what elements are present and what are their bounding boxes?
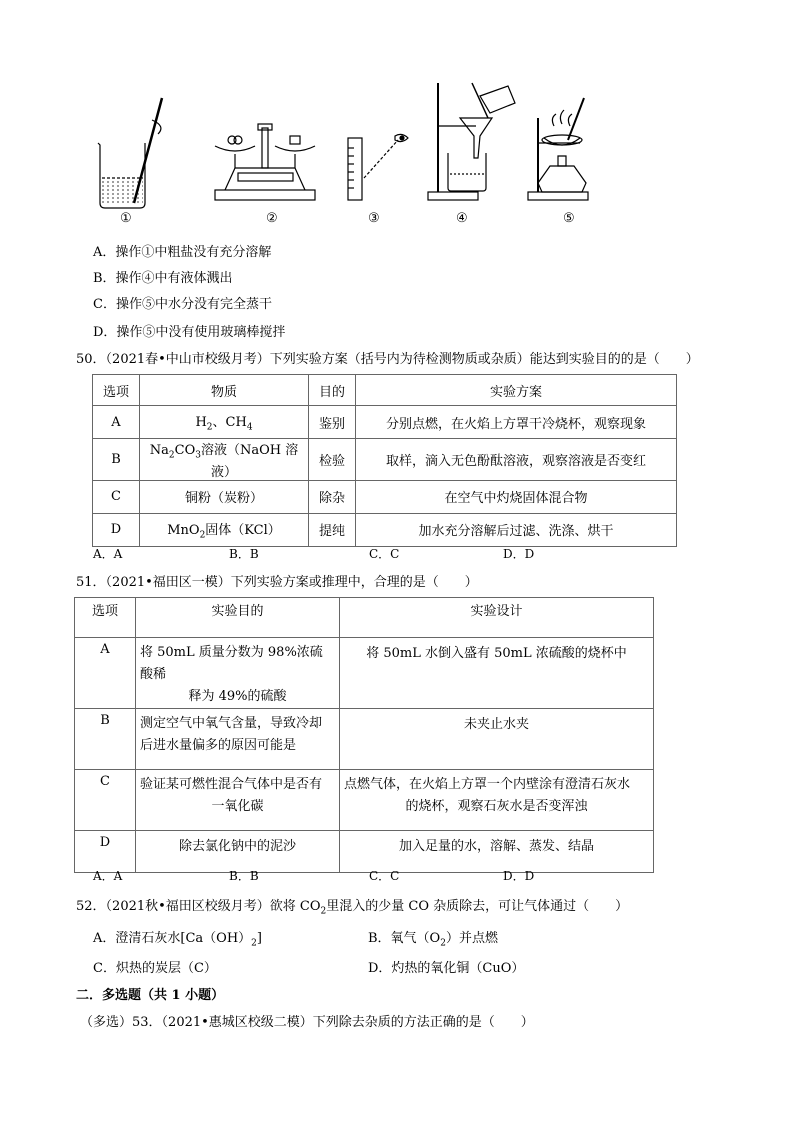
q51-header-option: 选项 [75, 598, 136, 638]
q50-header-plan: 实验方案 [356, 375, 677, 406]
q50-row-a-plan: 分别点燃，在火焰上方罩干冷烧杯，观察现象 [356, 406, 677, 439]
q50-row-b-plan: 取样，滴入无色酚酞溶液，观察溶液是否变红 [356, 439, 677, 481]
filtration-figure [428, 83, 515, 200]
q51-row-b-design: 未夹止水夹 [340, 709, 654, 770]
graduated-cylinder-figure [348, 134, 408, 200]
q51-row-d-option: D [75, 831, 136, 873]
q50-row-b-option: B [93, 439, 140, 481]
q51-row-c-design: 点燃气体，在火焰上方罩一个内壁涂有澄清石灰水 的烧杯，观察石灰水是否变浑浊 [340, 770, 654, 831]
table-row [75, 709, 654, 770]
q49-option-a: A．操作①中粗盐没有充分溶解 [93, 245, 272, 260]
q52-option-c: C．炽热的炭层（C） [93, 961, 217, 976]
q51-row-a-design: 将 50mL 水倒入盛有 50mL 浓硫酸的烧杯中 [340, 638, 654, 709]
table-row [93, 513, 677, 546]
q50-row-d-goal: 提纯 [309, 513, 356, 546]
q52-option-a: A．澄清石灰水$[Ca(OH)_2]$ [93, 931, 262, 949]
q50-stem: 50．（2021春•中山市校级月考）下列实验方案（括号内为待检测物质或杂质）能达到实验目的的是（ ） [76, 352, 699, 367]
q50-row-d-plan: 加水充分溶解后过滤、洗涤、烘干 [356, 513, 677, 546]
q49-option-c: C．操作⑤中水分没有完全蒸干 [93, 297, 272, 312]
q50-answer-d: D．D [503, 547, 535, 561]
q51-answer-a: A．A [93, 869, 123, 883]
q50-header-goal: 目的 [309, 375, 356, 406]
table-row [75, 638, 654, 709]
q50-row-a-goal: 鉴别 [309, 406, 356, 439]
figure-label-4: ④ [456, 211, 468, 226]
q51-answer-d: D．D [503, 869, 535, 883]
table-row [75, 770, 654, 831]
q51-row-d-design: 加入足量的水，溶解、蒸发、结晶 [340, 831, 654, 873]
table-row [75, 831, 654, 873]
q51-row-c-purpose: 验证某可燃性混合气体中是否有 一氧化碳 [136, 770, 340, 831]
q50-row-c-substance: 铜粉（炭粉） [140, 480, 309, 513]
q51-header-design: 实验设计 [340, 598, 654, 638]
table-row [93, 406, 677, 439]
evaporation-figure [528, 98, 588, 200]
q50-row-a-option: A [93, 406, 140, 439]
q50-row-d-option: D [93, 513, 140, 546]
q50-header-substance: 物质 [140, 375, 309, 406]
q50-row-d-substance: MnO$_2$固体（KCl） [140, 513, 309, 546]
q51-answer-c: C．C [369, 869, 400, 883]
q50-table [92, 374, 677, 547]
q50-answer-b: B．B [229, 547, 259, 561]
q50-row-a-substance: $H_2$、$CH_4$ [140, 406, 309, 439]
q51-answer-b: B．B [229, 869, 259, 883]
q51-header-purpose: 实验目的 [136, 598, 340, 638]
q50-row-c-option: C [93, 480, 140, 513]
figure-label-1: ① [120, 211, 132, 226]
q52-option-d: D．灼热的氧化铜（CuO） [368, 961, 525, 976]
q53-stem: （多选）53．（2021•惠城区校级二模）下列除去杂质的方法正确的是（ ） [80, 1015, 534, 1030]
figure-label-5: ⑤ [563, 211, 575, 226]
q50-answer-a: A．A [93, 547, 123, 561]
q52-stem: 52．（2021秋•福田区校级月考）欲将 $CO_2$里混入的少量 CO 杂质除去，可让气体通过（ ） [76, 899, 629, 917]
figure-label-2: ② [266, 211, 278, 226]
table-row [93, 480, 677, 513]
q50-row-c-plan: 在空气中灼烧固体混合物 [356, 480, 677, 513]
table-row [93, 439, 677, 481]
q52-option-b: B．氧气$(O_2)$并点燃 [368, 931, 498, 949]
q49-option-b: B．操作④中有液体溅出 [93, 271, 233, 286]
q51-row-c-option: C [75, 770, 136, 831]
q51-row-b-purpose: 测定空气中氧气含量，导致冷却 后进水量偏多的原因可能是 [136, 709, 340, 770]
q51-row-b-option: B [75, 709, 136, 770]
q49-option-d: D．操作⑤中没有使用玻璃棒搅拌 [93, 325, 286, 340]
experiment-figures [90, 78, 620, 228]
q50-row-b-goal: 检验 [309, 439, 356, 481]
section-title: 二．多选题（共 1 小题） [76, 988, 225, 1003]
beaker-stirring-figure [98, 98, 162, 208]
balance-figure [215, 124, 315, 200]
q50-row-b-substance: $Na_2CO_3$溶液（NaOH 溶液） [140, 439, 309, 481]
q51-row-d-purpose: 除去氯化钠中的泥沙 [136, 831, 340, 873]
figure-label-3: ③ [368, 211, 380, 226]
q50-row-c-goal: 除杂 [309, 480, 356, 513]
q51-stem: 51．（2021•福田区一模）下列实验方案或推理中，合理的是（ ） [76, 575, 478, 590]
q50-header-option: 选项 [93, 375, 140, 406]
q51-table [74, 597, 654, 873]
q51-row-a-option: A [75, 638, 136, 709]
q51-row-a-purpose: 将 50mL 质量分数为 98%浓硫酸稀 释为 49%的硫酸 [136, 638, 340, 709]
q50-answer-c: C．C [369, 547, 400, 561]
